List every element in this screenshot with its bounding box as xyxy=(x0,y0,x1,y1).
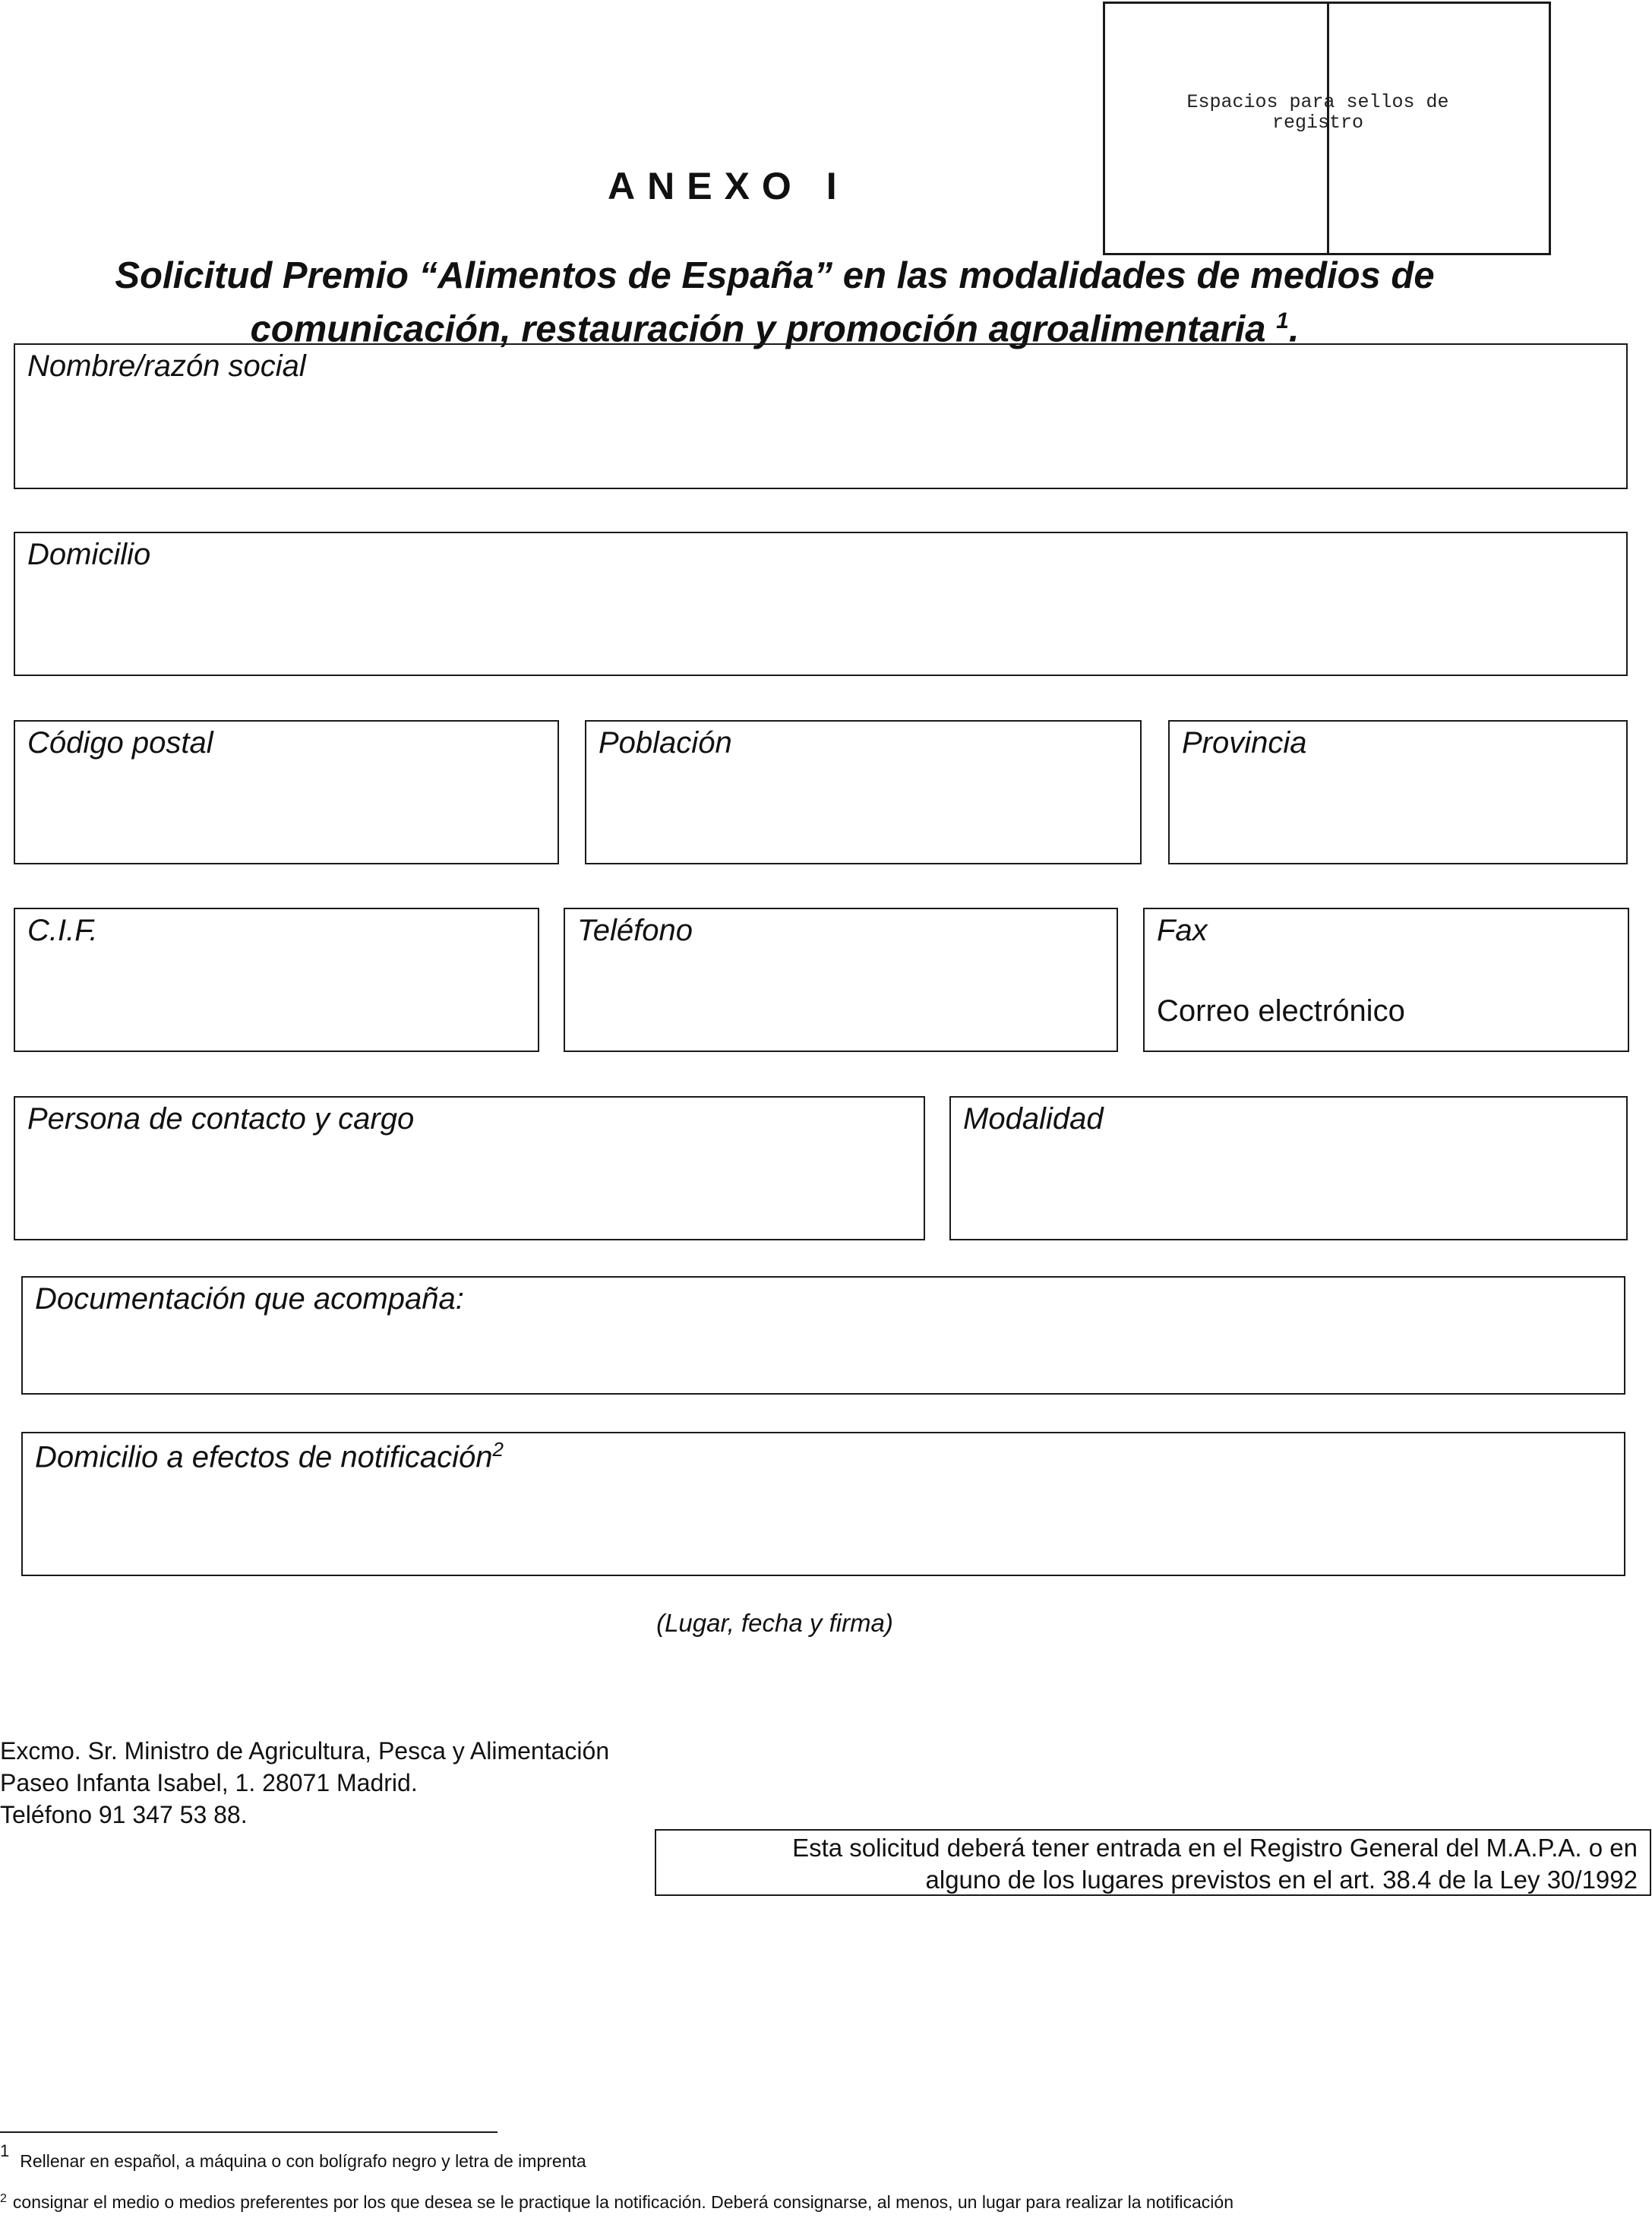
domicilio-notificacion-label: Domicilio a efectos de notificación$^2$ xyxy=(35,1438,504,1474)
codigo-postal-label: Código postal xyxy=(27,726,213,760)
fax-correo-field[interactable] xyxy=(1143,908,1629,1052)
domicilio-notificacion-field[interactable] xyxy=(21,1432,1625,1576)
domicilio-field[interactable] xyxy=(14,532,1628,676)
address-line3: Teléfono 91 347 53 88. xyxy=(0,1801,248,1828)
footnote-1: 1Rellenar en español, a máquina o con bolígrafo negro y letra de imprenta xyxy=(0,2141,586,2171)
provincia-label: Provincia xyxy=(1182,726,1307,760)
address-line2: Paseo Infanta Isabel, 1. 28071 Madrid. xyxy=(0,1769,418,1796)
notice-line1: Esta solicitud deberá tener entrada en el Registro General del M.A.P.A. o en xyxy=(792,1834,1638,1862)
submission-notice xyxy=(655,1829,1651,1896)
documentacion-label: Documentación que acompaña: xyxy=(35,1282,464,1316)
nombre-field[interactable] xyxy=(14,343,1628,489)
telefono-field[interactable] xyxy=(564,908,1118,1052)
correo-label: Correo electrónico xyxy=(1157,994,1405,1028)
cif-field[interactable] xyxy=(14,908,539,1052)
registry-stamp-box xyxy=(1103,2,1551,255)
annex-title: ANEXO I xyxy=(608,165,849,207)
poblacion-field[interactable] xyxy=(585,720,1142,864)
codigo-postal-field[interactable] xyxy=(14,720,559,864)
poblacion-label: Población xyxy=(599,726,732,760)
recipient-address xyxy=(0,1735,609,1831)
cif-label: C.I.F. xyxy=(27,914,98,947)
footnote-2: $^2$ consignar el medio o medios preferentes por los que desea se le practique la notificación. Deberá consignarse, al menos, un lugar para realizar la notificación xyxy=(0,2192,1233,2212)
notice-line2: alguno de los lugares previstos en el art. 38.4 de la Ley 30/1992 xyxy=(925,1866,1638,1894)
modalidad-field[interactable] xyxy=(949,1096,1628,1240)
address-line1: Excmo. Sr. Ministro de Agricultura, Pesca y Alimentación xyxy=(0,1737,610,1765)
title-footnote-ref: 1 xyxy=(1276,308,1289,333)
form-title-line2: comunicación, restauración y promoción agroalimentaria $^1$. xyxy=(250,308,1300,350)
documentacion-field[interactable] xyxy=(21,1276,1625,1395)
form-title-line1: Solicitud Premio “Alimentos de España” en las modalidades de medios de xyxy=(115,255,1435,296)
nombre-label: Nombre/razón social xyxy=(27,349,306,383)
signature-line: (Lugar, fecha y firma) xyxy=(656,1609,893,1637)
provincia-field[interactable] xyxy=(1168,720,1628,864)
fax-label: Fax xyxy=(1157,914,1208,947)
persona-contacto-field[interactable] xyxy=(14,1096,925,1240)
modalidad-label: Modalidad xyxy=(963,1102,1104,1136)
notificacion-footnote-ref: 2 xyxy=(492,1438,504,1461)
telefono-label: Teléfono xyxy=(577,914,693,947)
stamp-label: Espacios para sellos de registro xyxy=(1186,91,1449,134)
persona-contacto-label: Persona de contacto y cargo xyxy=(27,1102,415,1136)
domicilio-label: Domicilio xyxy=(27,538,151,571)
form-title xyxy=(15,254,1534,352)
footnote-separator xyxy=(0,2131,497,2133)
